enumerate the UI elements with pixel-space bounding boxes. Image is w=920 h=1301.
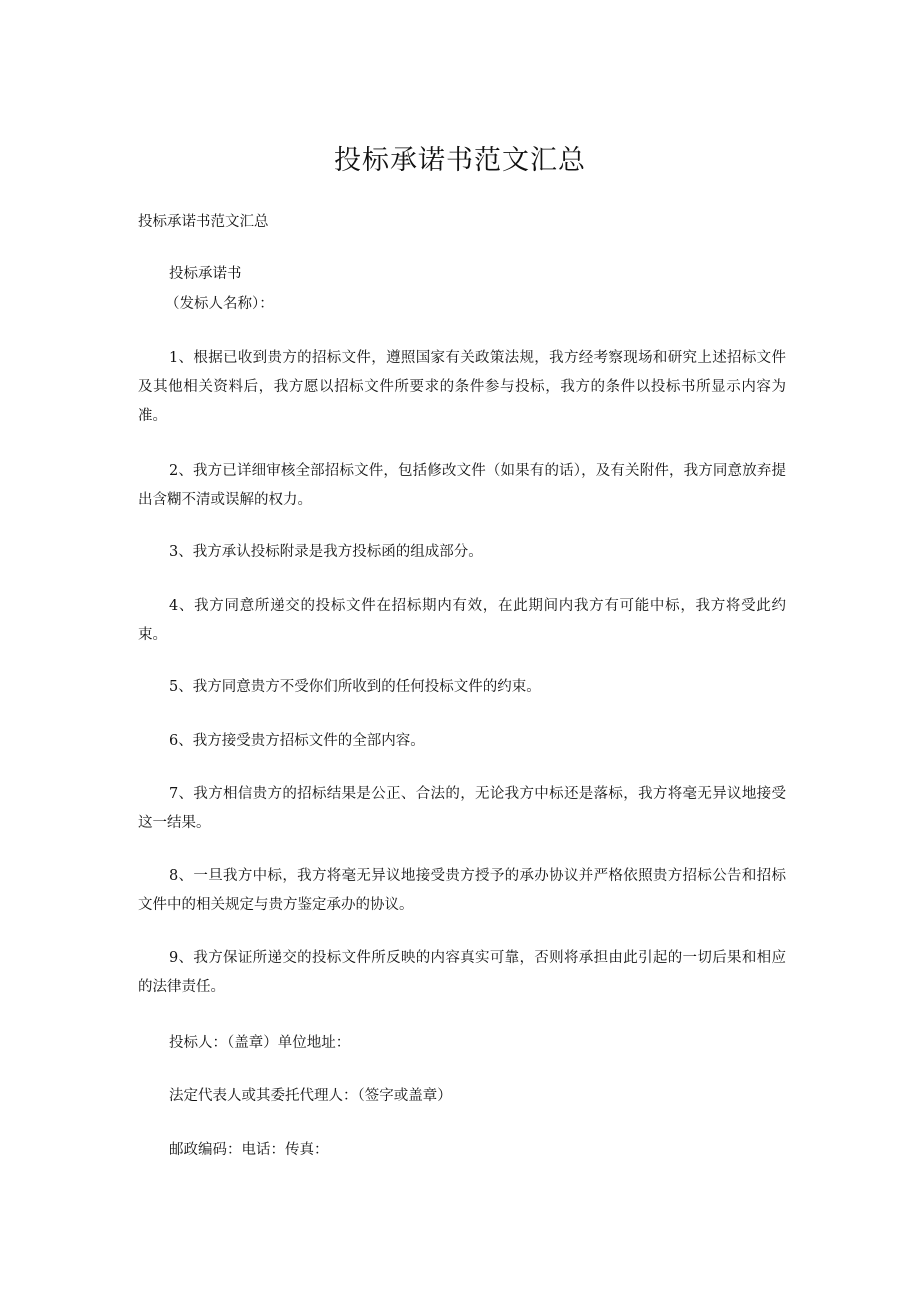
clause-3: 3、我方承认投标附录是我方投标函的组成部分。 <box>169 544 483 560</box>
representative-line: 法定代表人或其委托代理人：（签字或盖章） <box>169 1088 452 1104</box>
document-title: 投标承诺书范文汇总 <box>334 145 586 176</box>
clause-2: 2、我方已详细审核全部招标文件，包括修改文件（如果有的话），及有关附件，我方同意放弃提出含糊不清或误解的权力。 <box>138 463 786 508</box>
clause-5: 5、我方同意贵方不受你们所收到的任何投标文件的约束。 <box>169 679 541 695</box>
addressee-line: （发标人名称）： <box>165 296 274 312</box>
contact-line: 邮政编码：电话：传真： <box>169 1142 329 1158</box>
document-subtitle: 投标承诺书范文汇总 <box>138 214 269 230</box>
clause-1: 1、根据已收到贵方的招标文件，遵照国家有关政策法规，我方经考察现场和研究上述招标文件及其他相关资料后，我方愿以招标文件所要求的条件参与投标，我方的条件以投标书所显示内容为准。 <box>138 350 786 424</box>
section-heading: 投标承诺书 <box>169 266 242 282</box>
clause-9: 9、我方保证所递交的投标文件所反映的内容真实可靠，否则将承担由此引起的一切后果和相应的法律责任。 <box>138 950 786 995</box>
clause-4: 4、我方同意所递交的投标文件在招标期内有效，在此期间内我方有可能中标，我方将受此约束。 <box>138 598 786 643</box>
clause-6: 6、我方接受贵方招标文件的全部内容。 <box>169 733 425 749</box>
clause-7: 7、我方相信贵方的招标结果是公正、合法的，无论我方中标还是落标，我方将毫无异议地接受这一结果。 <box>138 786 786 831</box>
clause-8: 8、一旦我方中标，我方将毫无异议地接受贵方授予的承办协议并严格依照贵方招标公告和招标文件中的相关规定与贵方鉴定承办的协议。 <box>138 868 786 913</box>
bidder-seal-line: 投标人：（盖章）单位地址： <box>169 1035 351 1051</box>
